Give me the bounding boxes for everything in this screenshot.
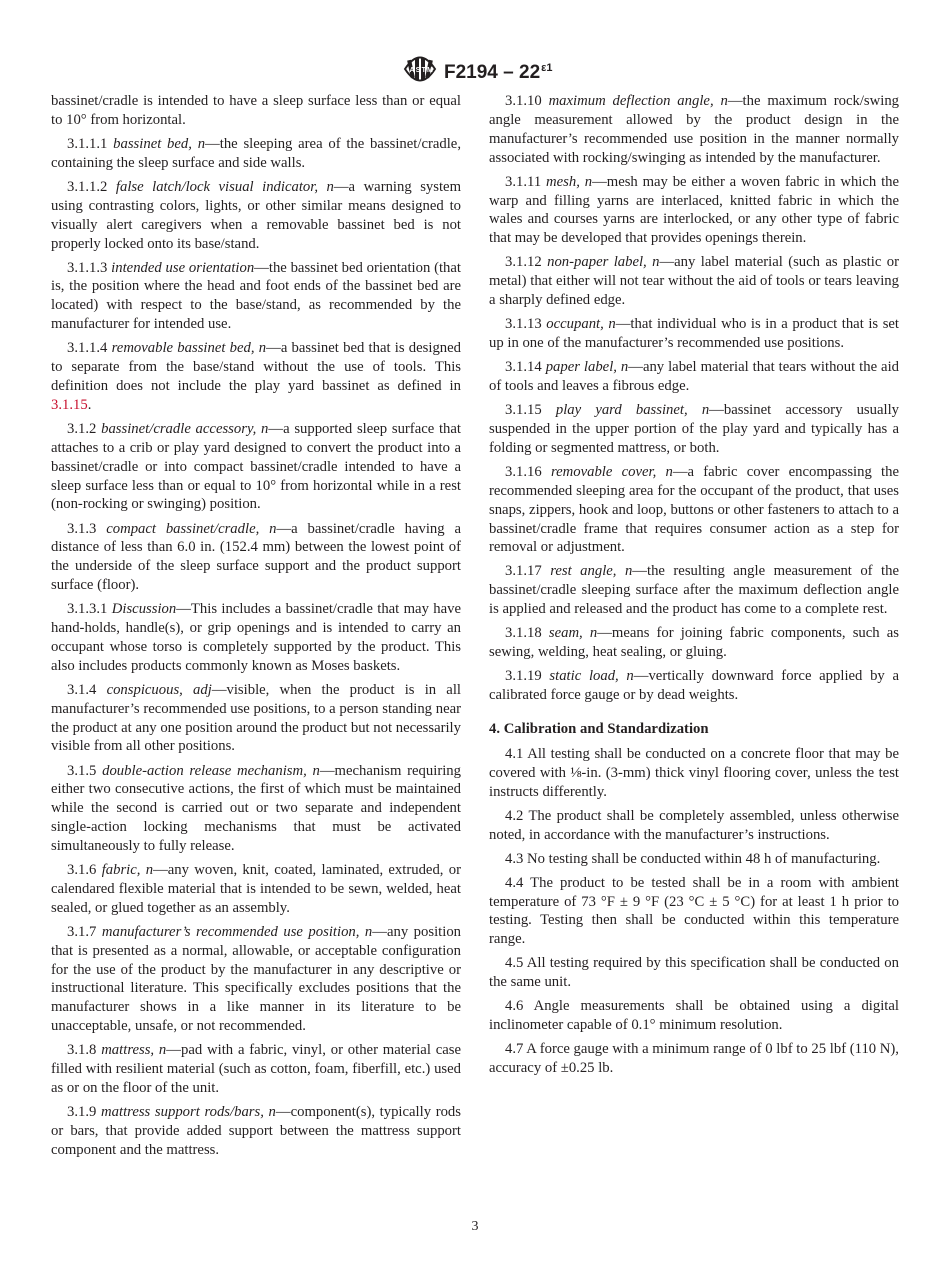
definition-paragraph bbox=[51, 135, 461, 173]
defined-term: mattress, n bbox=[101, 1042, 167, 1059]
definition-text: —mesh may be either a woven fabric in which the warp and filling yarns are interlaced, knitted fabric in which the wales and courses yarns are interlocked, or any other type of fabric that may be developed that provides openings therein. bbox=[489, 173, 900, 247]
clause-number: 3.1.19 bbox=[505, 668, 542, 685]
definition-paragraph bbox=[51, 259, 461, 334]
definition-paragraph bbox=[51, 600, 461, 675]
clause-number: 3.1.6 bbox=[67, 862, 97, 879]
definition-text: —This includes a bassinet/cradle that may have hand-holds, handle(s), or grip openings and is intended to carry an occupant whose torso is completely supported by the product. This also includes products commonly known as Moses baskets. bbox=[51, 601, 462, 674]
definition-paragraph bbox=[51, 681, 461, 756]
defined-term: Discussion bbox=[111, 601, 177, 618]
definition-paragraph bbox=[489, 173, 899, 248]
clause-number: 3.1.1.1 bbox=[67, 135, 108, 152]
paragraph-text: bassinet/cradle is intended to have a sleep surface less than or equal to 10° from horizontal. bbox=[51, 93, 461, 128]
svg-text:T: T bbox=[421, 67, 426, 74]
clause-number: 3.1.3.1 bbox=[67, 601, 108, 618]
clause-number: 4.6 bbox=[505, 998, 524, 1015]
requirement-paragraph bbox=[489, 850, 899, 869]
clause-number: 4.2 bbox=[505, 807, 524, 824]
clause-number: 4.3 bbox=[505, 850, 524, 867]
definition-text: —any woven, knit, coated, laminated, extruded, or calendared flexible material that is intended to be sewn, welded, heat sealed, or glued together as an assembly. bbox=[51, 862, 462, 916]
defined-term: bassinet/cradle accessory, n bbox=[101, 420, 269, 437]
requirement-text: Angle measurements shall be obtained using a digital inclinometer capable of 0.1° minimum resolution. bbox=[489, 998, 899, 1034]
requirement-paragraph bbox=[489, 954, 899, 992]
svg-text:A: A bbox=[409, 67, 415, 74]
definition-paragraph bbox=[51, 1041, 461, 1098]
requirement-text: No testing shall be conducted within 48 h of manufacturing. bbox=[527, 850, 881, 867]
definition-paragraph bbox=[489, 253, 899, 310]
clause-number: 3.1.14 bbox=[505, 359, 542, 376]
requirement-text: All testing shall be conducted on a concrete floor that may be covered with ⅛-in. (3-mm) thick vinyl flooring cover, unless the test instructs differently. bbox=[489, 745, 899, 800]
defined-term: non-paper label, n bbox=[547, 254, 660, 271]
clause-number: 3.1.3 bbox=[67, 520, 97, 537]
defined-term: mesh, n bbox=[546, 173, 593, 190]
definition-paragraph bbox=[51, 1103, 461, 1160]
definition-paragraph bbox=[489, 667, 899, 705]
definition-text: —mechanism requiring either two consecutive actions, the first of which must be maintained while the second is carried out or two separate and independent single-action locking mechanisms that must be activated simultaneously to fully release. bbox=[51, 762, 461, 854]
clause-number: 3.1.11 bbox=[505, 173, 542, 190]
defined-term: play yard bassinet, n bbox=[555, 402, 710, 419]
definition-text: —that individual who is in a product that is set up in one of the manufacturer’s recommended use positions. bbox=[489, 316, 900, 352]
requirement-paragraph bbox=[489, 745, 899, 802]
definition-paragraph bbox=[51, 861, 461, 918]
defined-term: removable cover, n bbox=[550, 463, 673, 480]
astm-logo-icon bbox=[401, 52, 439, 86]
defined-term: intended use orientation bbox=[111, 259, 255, 276]
definition-paragraph bbox=[489, 401, 899, 458]
definition-text: —pad with a fabric, vinyl, or other material case filled with resilient material (such as cotton, foam, fiberfill, etc.) used as or on the floor of the unit. bbox=[51, 1042, 461, 1096]
definition-paragraph bbox=[51, 339, 461, 414]
requirement-paragraph bbox=[489, 997, 899, 1035]
definition-text: —any label material that tears without the aid of tools and leaves a fibrous edge. bbox=[489, 359, 900, 394]
clause-number: 3.1.1.4 bbox=[67, 340, 108, 357]
definition-paragraph bbox=[489, 315, 899, 353]
clause-number: 3.1.10 bbox=[505, 93, 542, 109]
definition-paragraph bbox=[489, 463, 899, 557]
requirement-text: The product shall be completely assembled, unless otherwise noted, in accordance with the manufacturer’s instructions. bbox=[489, 807, 899, 843]
doc-superscript: ε1 bbox=[541, 62, 553, 74]
definition-text: —a warning system using contrasting colors, lights, or other similar means designed to visually alert caregivers when a removable bassinet bed is not properly locked onto its base/stand. bbox=[51, 178, 461, 252]
clause-number: 3.1.13 bbox=[505, 316, 542, 333]
definition-paragraph bbox=[489, 358, 899, 396]
clause-number: 3.1.15 bbox=[505, 402, 542, 419]
defined-term: false latch/lock visual indicator, n bbox=[115, 178, 334, 195]
defined-term: double-action release mechanism, n bbox=[102, 762, 320, 779]
defined-term: maximum deflection angle, n bbox=[548, 93, 728, 109]
definition-text: —the sleeping area of the bassinet/cradle, containing the sleep surface and side walls. bbox=[51, 135, 461, 171]
defined-term: conspicuous, adj bbox=[106, 681, 212, 698]
defined-term: occupant, n bbox=[546, 316, 616, 333]
definition-text: —component(s), typically rods or bars, that provide added support between the mattress support component and the mattress. bbox=[51, 1104, 461, 1158]
definition-text: —means for joining fabric components, such as sewing, welding, heat sealing, or gluing. bbox=[489, 625, 900, 661]
clause-number: 4.7 bbox=[505, 1041, 524, 1058]
clause-number: 3.1.8 bbox=[67, 1042, 97, 1059]
definition-text: —the resulting angle measurement of the bassinet/cradle sleeping surface after the maximum deflection angle is applied and released and the product has come to a complete rest. bbox=[489, 563, 899, 618]
svg-text:M: M bbox=[427, 67, 433, 74]
clause-number: 3.1.12 bbox=[505, 254, 542, 271]
defined-term: manufacturer’s recommended use position, n bbox=[101, 923, 373, 940]
document-designation bbox=[444, 56, 552, 85]
definition-paragraph bbox=[51, 420, 461, 514]
definition-text: —any position that is presented as a normal, allowable, or acceptable configuration for the use of the product by the manufacturer in any descriptive or instructional literature. This specifically excludes positions that the manufacturer shows in a like manner in its literature to be unacceptable, unsafe, or not recommended. bbox=[51, 923, 462, 1035]
defined-term: static load, n bbox=[549, 668, 634, 685]
clause-number: 4.5 bbox=[505, 955, 524, 972]
defined-term: seam, n bbox=[548, 625, 598, 642]
definition-paragraph bbox=[51, 178, 461, 253]
requirement-text: The product to be tested shall be in a room with ambient temperature of 73 °F ± 9 °F (23 °C ± 5 °C) for at least 1 h prior to testing. Testing then shall be conducted within this temperature range. bbox=[489, 874, 899, 948]
defined-term: compact bassinet/cradle, n bbox=[106, 520, 277, 537]
defined-term: paper label, n bbox=[545, 359, 629, 376]
clause-number: 3.1.9 bbox=[67, 1104, 97, 1121]
definition-text: —a fabric cover encompassing the recommended sleeping area for the occupant of the product, that uses snaps, zippers, hook and loop, buttons or other fasteners to attach to a bassinet/cradle frame that requires consumer action as a step for removal or adjustment. bbox=[489, 463, 899, 556]
requirement-paragraph bbox=[489, 1040, 899, 1078]
clause-number: 3.1.7 bbox=[67, 923, 97, 940]
clause-number: 3.1.2 bbox=[67, 420, 97, 437]
requirement-text: All testing required by this specification shall be conducted on the same unit. bbox=[489, 955, 899, 991]
clause-number: 3.1.1.3 bbox=[67, 259, 108, 276]
definition-text: . bbox=[87, 396, 92, 413]
page-header bbox=[0, 52, 950, 86]
defined-term: bassinet bed, n bbox=[113, 135, 206, 152]
definition-paragraph bbox=[51, 762, 461, 856]
clause-number: 3.1.17 bbox=[505, 563, 542, 580]
left-column bbox=[51, 92, 461, 1165]
clause-number: 4.4 bbox=[505, 874, 524, 891]
definition-text: —any label material (such as plastic or metal) that either will not tear without the aid of tools or tears leaving a sharply defined edge. bbox=[489, 254, 899, 309]
defined-term: fabric, n bbox=[101, 862, 154, 879]
defined-term: rest angle, n bbox=[550, 563, 633, 580]
requirement-text: A force gauge with a minimum range of 0 lbf to 25 lbf (110 N), accuracy of ±0.25 lb. bbox=[489, 1041, 899, 1077]
clause-number: 3.1.16 bbox=[505, 463, 542, 480]
definition-paragraph bbox=[51, 520, 461, 595]
doc-number: F2194 – 22 bbox=[444, 62, 541, 83]
clause-number: 3.1.4 bbox=[67, 681, 97, 698]
definition-text: —visible, when the product is in all manufacturer’s recommended use positions, to a person standing near the product at any one position around the product but not necessarily visible from all other positions. bbox=[51, 681, 461, 755]
defined-term: removable bassinet bed, n bbox=[111, 340, 267, 357]
definition-text: —a supported sleep surface that attaches to a crib or play yard designed to convert the product into a bassinet/cradle or into compact bassinet/cradle intended to have a sleep surface less than or equal to 10° from horizontal while in a rest (non-rocking or swinging) position. bbox=[51, 420, 461, 513]
clause-number: 3.1.5 bbox=[67, 762, 97, 779]
definition-text: —vertically downward force applied by a calibrated force gauge or by dead weights. bbox=[489, 668, 899, 704]
right-column bbox=[489, 92, 899, 1083]
clause-number: 3.1.18 bbox=[505, 625, 542, 642]
section-heading: 4. Calibration and Standardization bbox=[489, 720, 709, 737]
definition-paragraph bbox=[489, 624, 899, 662]
defined-term: mattress support rods/bars, n bbox=[101, 1104, 276, 1121]
definition-paragraph bbox=[51, 923, 461, 1036]
requirement-paragraph bbox=[489, 807, 899, 845]
definition-text: —the bassinet bed orientation (that is, the position where the head and foot ends of the bassinet bed are located) with respect to the base/stand, as recommended by the manufacturer for intended use. bbox=[51, 259, 461, 333]
definition-text: —a bassinet bed that is designed to separate from the base/stand without the use of tools. This definition does not include the play yard bassinet as defined in bbox=[51, 340, 462, 394]
definition-text: —the maximum rock/swing angle measurement allowed by the product design in the manufacturer’s recommended use position in the manner normally associated with rocking/swinging as intended by the manufacturer. bbox=[489, 93, 900, 166]
svg-text:S: S bbox=[415, 67, 421, 74]
definition-paragraph bbox=[489, 562, 899, 619]
page-number: 3 bbox=[471, 1219, 479, 1234]
cross-reference-link[interactable]: 3.1.15 bbox=[51, 396, 88, 413]
definition-text: —bassinet accessory usually suspended in the upper portion of the play yard and typically has a folding or segmented mattress, or both. bbox=[489, 402, 899, 456]
requirement-paragraph bbox=[489, 874, 899, 949]
clause-number: 4.1 bbox=[505, 745, 524, 762]
definition-paragraph bbox=[489, 92, 899, 167]
definition-paragraph bbox=[51, 92, 461, 130]
definition-text: —a bassinet/cradle having a distance of less than 6.0 in. (152.4 mm) between the lowest point of the underside of the sleep surface support and the product support surface (floor). bbox=[51, 520, 461, 594]
clause-number: 3.1.1.2 bbox=[67, 178, 108, 195]
